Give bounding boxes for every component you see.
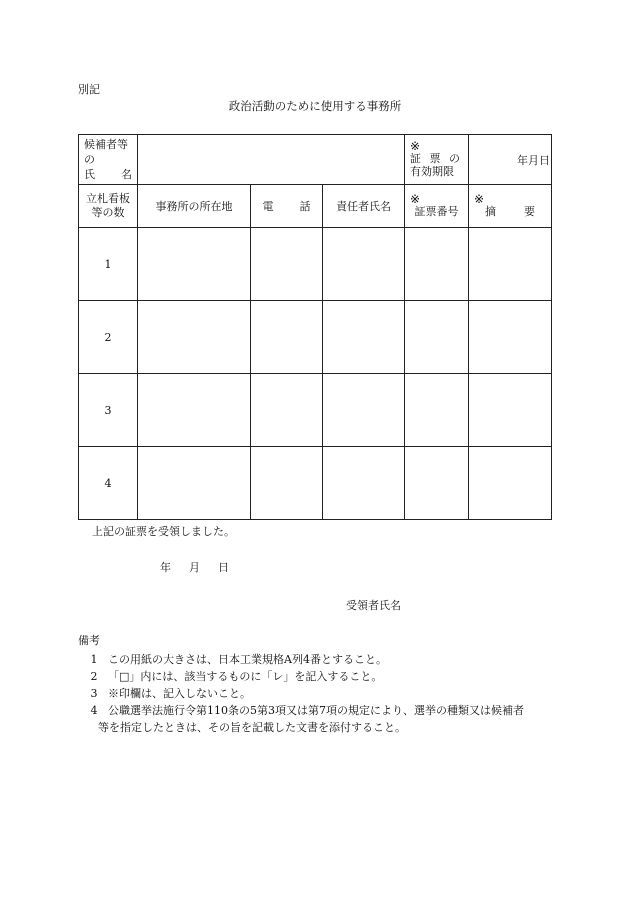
recipient-name-label: 受領者氏名 (346, 599, 401, 612)
col-phone-header: 電 話 (251, 185, 323, 228)
address-cell[interactable] (138, 374, 251, 447)
note-continuation: 等を指定したときは、その旨を記載した文書を添付すること。 (98, 721, 406, 734)
cert-number-cell[interactable] (405, 447, 469, 520)
note-item: 2 「□」内には、該当するものに「レ」を記入すること。 (90, 670, 383, 683)
address-cell[interactable] (138, 228, 251, 301)
col-count-header: 立札看板 等の数 (79, 185, 138, 228)
summary-cell[interactable] (469, 447, 552, 520)
candidate-row (79, 135, 552, 185)
cert-number-cell[interactable] (405, 228, 469, 301)
summary-cell[interactable] (469, 301, 552, 374)
summary-cell[interactable] (469, 228, 552, 301)
row-number: 4 (79, 447, 138, 520)
row-number: 1 (79, 228, 138, 301)
responsible-cell[interactable] (323, 374, 405, 447)
cert-number-cell[interactable] (405, 374, 469, 447)
cert-number-cell[interactable] (405, 301, 469, 374)
row-number: 3 (79, 374, 138, 447)
address-cell[interactable] (138, 301, 251, 374)
receipt-month-label: 月 (189, 561, 200, 574)
note-item: 1 この用紙の大きさは、日本工業規格A列4番とすること。 (90, 653, 387, 666)
appendix-label: 別記 (78, 83, 100, 96)
phone-cell[interactable] (251, 374, 323, 447)
month-label: 月 (528, 153, 540, 167)
phone-cell[interactable] (251, 301, 323, 374)
note-item: 3 ※印欄は、記入しないこと。 (90, 687, 251, 700)
address-cell[interactable] (138, 447, 251, 520)
notes-title: 備考 (78, 634, 100, 647)
table-row (79, 228, 552, 301)
col-address-header: 事務所の所在地 (138, 185, 251, 228)
office-form-table (78, 134, 552, 520)
responsible-cell[interactable] (323, 301, 405, 374)
col-cert-number-header: ※ 証票番号 (405, 185, 469, 228)
responsible-cell[interactable] (323, 228, 405, 301)
table-row (79, 447, 552, 520)
receipt-year-label: 年 (160, 561, 171, 574)
row-number: 2 (79, 301, 138, 374)
table-row (79, 374, 552, 447)
candidate-name-label: 候補者等の 氏 名 (79, 135, 138, 185)
day-label: 日 (539, 153, 551, 167)
validity-label: ※ 証 票 の 有効期限 (405, 135, 469, 185)
year-label: 年 (517, 153, 529, 167)
summary-cell[interactable] (469, 374, 552, 447)
phone-cell[interactable] (251, 228, 323, 301)
notes-list (86, 651, 556, 736)
note-item: 4 公職選挙法施行令第110条の5第3項又は第7項の規定により、選挙の種類又は候補者 (90, 704, 524, 717)
table-row (79, 301, 552, 374)
col-responsible-header: 責任者氏名 (323, 185, 405, 228)
candidate-name-field[interactable] (138, 135, 405, 185)
col-summary-header: ※ 摘 要 (469, 185, 552, 228)
column-header-row (79, 185, 552, 228)
responsible-cell[interactable] (323, 447, 405, 520)
receipt-statement: 上記の証票を受領しました。 (92, 525, 235, 538)
document-title: 政治活動のために使用する事務所 (228, 99, 402, 113)
receipt-day-label: 日 (218, 561, 229, 574)
validity-date-field[interactable] (469, 135, 552, 185)
phone-cell[interactable] (251, 447, 323, 520)
receipt-date (160, 559, 229, 575)
reference-mark: ※ (410, 139, 421, 153)
